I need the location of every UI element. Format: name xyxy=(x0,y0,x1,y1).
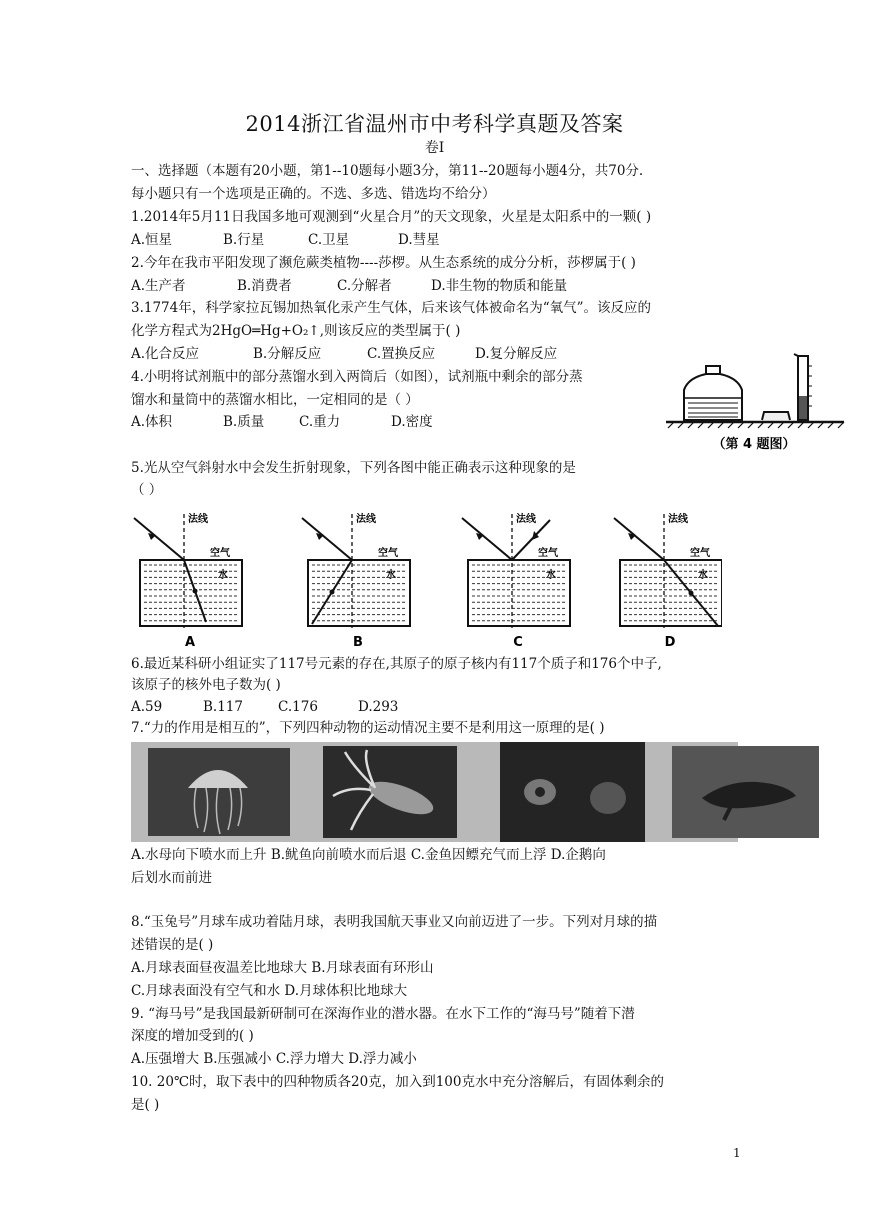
option: B.消费者 xyxy=(237,278,292,294)
refraction-diagrams xyxy=(132,506,722,648)
ray-arrow xyxy=(193,589,198,594)
option: A.59 xyxy=(131,699,163,715)
goldfish-icon xyxy=(500,742,645,842)
question-1-options xyxy=(131,231,440,249)
normal-label: 法线 xyxy=(516,514,536,525)
question-3-stem-line1: 3.1774年，科学家拉瓦锡加热氧化汞产生气体，后来该气体被命名为“氧气”。该反应的 xyxy=(131,300,652,316)
water-label: 水 xyxy=(218,570,228,581)
question-3-options xyxy=(131,345,557,363)
question-8-options-row1: A.月球表面昼夜温差比地球大 B.月球表面有环形山 xyxy=(131,960,434,976)
question-8-options-row2: C.月球表面没有空气和水 D.月球体积比地球大 xyxy=(131,983,408,999)
jellyfish-icon xyxy=(148,748,290,836)
bottle-and-cylinders-diagram xyxy=(662,352,846,456)
question-9-options: A.压强增大 B.压强减小 C.浮力增大 D.浮力减小 xyxy=(131,1051,417,1067)
option: D.彗星 xyxy=(398,232,440,248)
normal-label: 法线 xyxy=(188,514,208,525)
normal-label: 法线 xyxy=(356,514,376,525)
penguin-icon xyxy=(672,746,819,838)
option: B.行星 xyxy=(223,232,265,248)
air-label: 空气 xyxy=(378,548,398,559)
question-8-stem-line2: 述错误的是( ) xyxy=(131,937,214,953)
option: A.恒星 xyxy=(131,232,173,248)
question-9-stem-line2: 深度的增加受到的( ) xyxy=(131,1028,254,1044)
air-label: 空气 xyxy=(210,548,230,559)
question-10-stem-line1: 10. 20℃时，取下表中的四种物质各20克，加入到100克水中充分溶解后，有固体剩余的 xyxy=(131,1074,664,1090)
option: B.117 xyxy=(203,699,243,715)
option: A.生产者 xyxy=(131,278,186,294)
question-7-stem: 7.“力的作用是相互的”，下列四种动物的运动情况主要不是利用这一原理的是( ) xyxy=(131,720,605,736)
question-9-stem-line1: 9. “海马号”是我国最新研制可在深海作业的潜水器。在水下工作的“海马号”随着下潜 xyxy=(131,1006,635,1022)
figure-letter: C xyxy=(513,635,523,648)
question-10-stem-line2: 是( ) xyxy=(131,1097,160,1113)
ray-arrow xyxy=(330,590,335,595)
option: B.分解反应 xyxy=(253,346,322,362)
goldfish-photo xyxy=(500,742,645,842)
option: D.非生物的物质和能量 xyxy=(431,278,568,294)
option: C.卫星 xyxy=(308,232,350,248)
figure-caption: （第 4 题图） xyxy=(712,437,796,452)
figure-letter: B xyxy=(353,635,363,648)
normal-label: 法线 xyxy=(668,514,688,525)
air-label: 空气 xyxy=(538,548,558,559)
option: A.体积 xyxy=(131,414,173,430)
question-5-stem: 5.光从空气斜射水中会发生折射现象，下列各图中能正确表示这种现象的是 xyxy=(131,460,576,476)
page-number: 1 xyxy=(733,1146,741,1160)
incident-ray xyxy=(134,518,184,560)
question-2-options xyxy=(131,277,567,295)
question-8-stem-line1: 8.“玉兔号”月球车成功着陆月球，表明我国航天事业又向前迈进了一步。下列对月球的描 xyxy=(131,914,658,930)
figure-letter: D xyxy=(664,635,676,648)
penguin-photo xyxy=(672,746,819,838)
document-title: 2014浙江省温州市中考科学真题及答案 xyxy=(245,112,624,136)
option: C.重力 xyxy=(299,414,341,430)
question-6-options xyxy=(131,698,398,716)
question-5-paren: （ ） xyxy=(131,482,163,498)
question-7-options-line1: A.水母向下喷水而上升 B.鱿鱼向前喷水而后退 C.金鱼因鳔充气而上浮 D.企鹅向 xyxy=(131,847,606,863)
question-2-stem: 2.今年在我市平阳发现了濒危蕨类植物----莎椤。从生态系统的成分分析，莎椤属于( ) xyxy=(131,255,636,271)
question-3-stem-line2: 化学方程式为2HgO═Hg+O₂↑,则该反应的类型属于( ) xyxy=(131,323,461,339)
water-label: 水 xyxy=(546,570,556,581)
question-1-stem: 1.2014年5月11日我国多地可观测到“火星合月”的天文现象，火星是太阳系中的一颗( ) xyxy=(131,209,652,225)
incident-ray xyxy=(614,518,664,560)
jellyfish-photo xyxy=(148,748,290,836)
option: C.分解者 xyxy=(337,278,392,294)
question-7-photo-strip xyxy=(131,742,738,842)
option: B.质量 xyxy=(223,414,265,430)
squid-icon xyxy=(323,746,457,838)
water-label: 水 xyxy=(698,570,708,581)
option: D.293 xyxy=(358,699,399,715)
question-6-stem-line2: 该原子的核外电子数为( ) xyxy=(131,677,281,693)
option: D.复分解反应 xyxy=(475,346,558,362)
question-4-stem-line1: 4.小明将试剂瓶中的部分蒸馏水到入两筒后（如图），试剂瓶中剩余的部分蒸 xyxy=(131,369,583,385)
incident-ray xyxy=(462,518,512,560)
question-5-figures xyxy=(132,506,722,648)
question-7-options-line2: 后划水而前进 xyxy=(131,870,212,886)
question-4-stem-line2: 馏水和量筒中的蒸馏水相比，一定相同的是（ ） xyxy=(131,392,419,408)
option: C.176 xyxy=(278,699,318,715)
air-label: 空气 xyxy=(690,548,710,559)
section-instructions-line2: 每小题只有一个选项是正确的。不选、多选、错选均不给分） xyxy=(131,186,496,202)
option: D.密度 xyxy=(391,414,433,430)
option: C.置换反应 xyxy=(367,346,436,362)
figure-letter: A xyxy=(184,635,196,648)
question-4-options xyxy=(131,413,433,431)
question-4-figure xyxy=(662,352,846,456)
question-6-stem-line1: 6.最近某科研小组证实了117号元素的存在,其原子的原子核内有117个质子和176个中子, xyxy=(131,656,662,672)
water-label: 水 xyxy=(386,570,396,581)
section-instructions-line1: 一、选择题（本题有20小题，第1--10题每小题3分，第11--20题每小题4分，共70分. xyxy=(131,163,644,179)
option: A.化合反应 xyxy=(131,346,200,362)
incident-ray xyxy=(302,518,352,560)
squid-photo xyxy=(323,746,457,838)
volume-label: 卷Ⅰ xyxy=(424,140,445,156)
ray-arrow xyxy=(689,591,694,596)
